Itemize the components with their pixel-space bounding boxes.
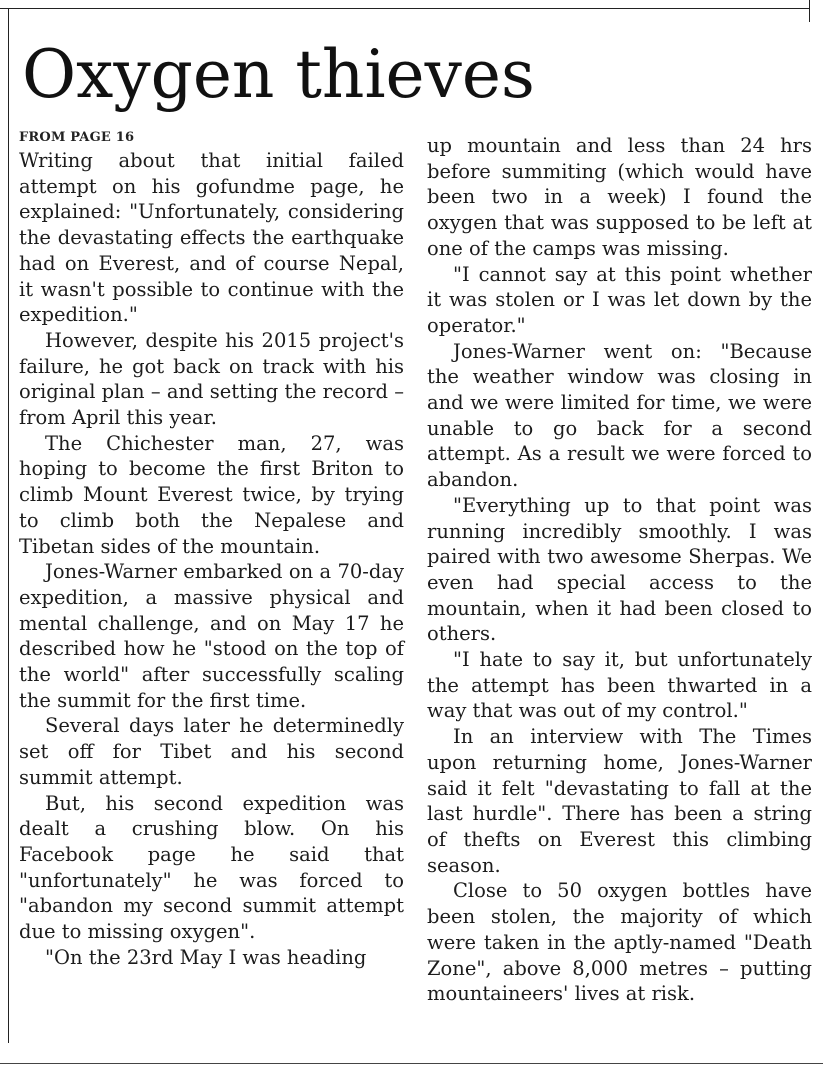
page-left-rule <box>8 8 9 1043</box>
paragraph: Close to 50 oxygen bottles have been stolen, the majority of which were taken in the aptly-named "Death Zone", above 8,000 metres – putting mountaineers' lives at risk. <box>427 879 812 1006</box>
paragraph: Jones-Warner embarked on a 70-day expedition, a massive physical and mental challenge, and on May 17 he described how he "stood on the top of the world" after successfully scaling the summit for the first time. <box>19 560 404 712</box>
paragraph: Jones-Warner went on: "Because the weather window was closing in and we were limited for time, we were unable to go back for a second attempt. As a result we were forced to abandon. <box>427 339 812 492</box>
paragraph: The Chichester man, 27, was hoping to become the first Briton to climb Mount Everest twice, by trying to climb both the Nepalese and Tibetan sides of the mountain. <box>19 431 404 558</box>
page-right-rule <box>809 0 810 22</box>
paragraph: up mountain and less than 24 hrs before summiting (which would have been two in a week) I found the oxygen that was supposed to be left at one of the camps was missing. <box>427 134 812 260</box>
paragraph: "On the 23rd May I was heading <box>45 945 367 969</box>
paragraph: "Everything up to that point was running incredibly smoothly. I was paired with two awesome Sherpas. We even had special access to the mountain, when it had been closed to others. <box>427 493 812 646</box>
paragraph: Writing about that initial failed attempt on his gofundme page, he explained: "Unfortunately, considering the devastating effects the earthquake had on Everest, and of course Nepal, it wasn't possible to continue with the expedition." <box>19 149 404 327</box>
continuation-kicker: FROM PAGE 16 <box>19 130 135 145</box>
headline: Oxygen thieves <box>22 36 535 113</box>
paragraph: However, despite his 2015 project's failure, he got back on track with his original plan – and setting the record – from April this year. <box>19 328 404 430</box>
paragraph: In an interview with The Times upon returning home, Jones-Warner said it felt "devastating to fall at the last hurdle". There has been a string of thefts on Everest this climbing season. <box>427 725 812 877</box>
paragraph: "I hate to say it, but unfortunately the attempt has been thwarted in a way that was out of my control." <box>427 648 812 723</box>
page-top-rule <box>0 8 810 9</box>
paragraph: Several days later he determinedly set off for Tibet and his second summit attempt. <box>19 714 404 789</box>
paragraph: But, his second expedition was dealt a crushing blow. On his Facebook page he said that "unfortunately" he was forced to "abandon my second summit attempt due to missing oxygen". <box>19 791 404 944</box>
article-column-left <box>19 127 404 971</box>
page-bottom-rule <box>0 1063 823 1064</box>
article-column-right <box>427 133 812 1007</box>
paragraph: "I cannot say at this point whether it was stolen or I was let down by the operator." <box>427 262 812 337</box>
